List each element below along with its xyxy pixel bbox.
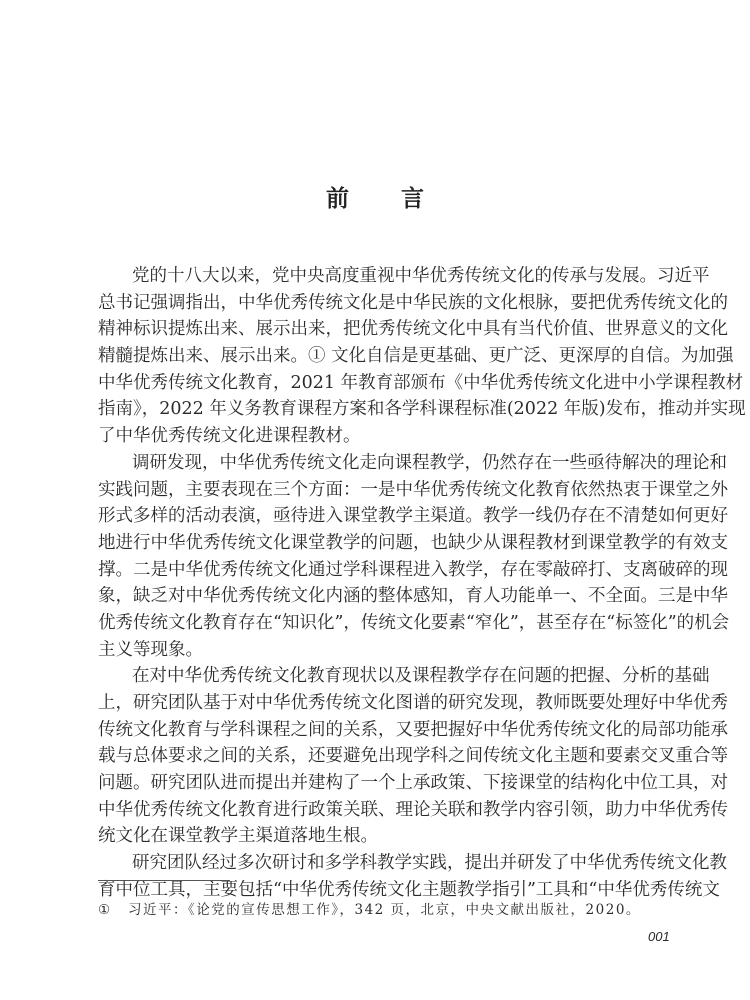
text-line: 指南》，2022 年义务教育课程方案和各学科课程标准(2022 年版)发布，推动并实现 [98, 399, 746, 420]
text-line: 撑。二是中华优秀传统文化通过学科课程进入教学，存在零敲碎打、支离破碎的现 [98, 559, 728, 580]
paragraph [98, 263, 746, 450]
text-line: 调研发现，中华优秀传统文化走向课程教学，仍然存在一些亟待解决的理论和 [132, 452, 727, 473]
text-line: 实践问题，主要表现在三个方面：一是中华优秀传统文化教育依然热衷于课堂之外 [98, 479, 728, 500]
text-line: 中华优秀传统文化教育进行政策关联、理论关联和教学内容引领，助力中华优秀传 [98, 799, 728, 820]
paragraph [98, 850, 727, 903]
paragraph [98, 663, 728, 850]
text-line: 总书记强调指出，中华优秀传统文化是中华民族的文化根脉，要把优秀传统文化的 [98, 292, 728, 313]
text-line: 上，研究团队基于对中华优秀传统文化图谱的研究发现，教师既要处理好中华优秀 [98, 693, 728, 713]
text-line: 统文化在课堂教学主渠道落地生根。 [98, 826, 378, 847]
paragraph [98, 450, 730, 664]
text-line: 中华优秀传统文化教育，2021 年教育部颁布《中华优秀传统文化进中小学课程教材 [98, 372, 744, 393]
body-text [98, 263, 746, 904]
footnote-divider [98, 880, 230, 881]
text-line: 象，缺乏对中华优秀传统文化内涵的整体感知，育人功能单一、不全面。三是中华 [98, 586, 728, 607]
page-title: 前 言 [325, 185, 446, 212]
footnote-mark: ① [98, 902, 112, 918]
text-line: 党的十八大以来，党中央高度重视中华优秀传统文化的传承与发展。习近平 [132, 266, 710, 286]
footnote-text: 习近平：《论党的宣传思想工作》，342 页，北京，中央文献出版社，2020。 [128, 902, 641, 918]
text-line: 形式多样的活动表演，亟待进入课堂教学主渠道。教学一线仍存在不清楚如何更好 [98, 506, 728, 527]
footnote [98, 898, 641, 918]
text-line: 了中华优秀传统文化进课程教材。 [98, 426, 361, 447]
text-line: 主义等现象。 [98, 639, 203, 660]
text-line: 在对中华优秀传统文化教育现状以及课程教学存在问题的把握、分析的基础 [132, 666, 710, 687]
page-number: 001 [648, 929, 670, 944]
text-line: 优秀传统文化教育存在“知识化”，传统文化要素“窄化”，甚至存在“标签化”的机会 [98, 612, 730, 633]
text-line: 问题。研究团队进而提出并建构了一个上承政策、下接课堂的结构化中位工具，对 [98, 773, 728, 794]
text-line: 精神标识提炼出来、展示出来，把优秀传统文化中具有当代价值、世界意义的文化 [98, 319, 728, 340]
text-line: 载与总体要求之间的关系，还要避免出现学科之间传统文化主题和要素交叉重合等 [98, 746, 728, 767]
text-line: 传统文化教育与学科课程之间的关系，又要把握好中华优秀传统文化的局部功能承 [98, 719, 728, 740]
text-line: 精髓提炼出来、展示出来。① 文化自信是更基础、更广泛、更深厚的自信。为加强 [98, 346, 734, 367]
text-line: 地进行中华优秀传统文化课堂教学的问题，也缺少从课程教材到课堂教学的有效支 [98, 532, 728, 553]
text-line: 育中位工具，主要包括“中华优秀传统文化主题教学指引”工具和“中华优秀传统文 [98, 879, 720, 900]
text-line: 研究团队经过多次研讨和多学科教学实践，提出并研发了中华优秀传统文化教 [132, 853, 727, 874]
